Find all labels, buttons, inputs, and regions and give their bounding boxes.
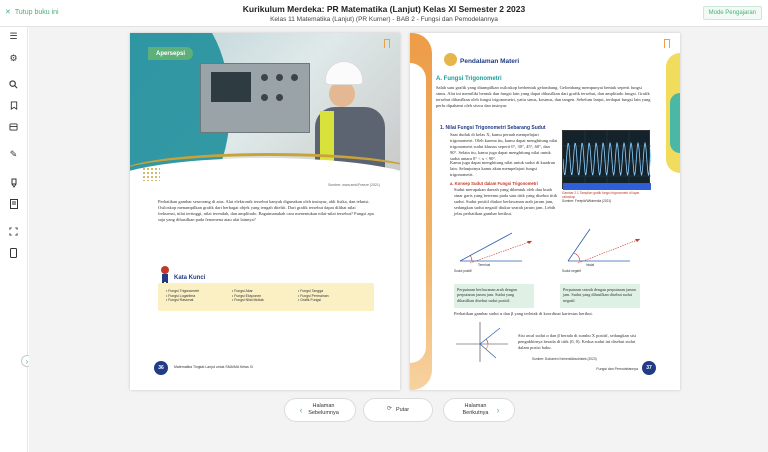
photo-source: Sumber: www.smk/Freeze (2021) xyxy=(328,183,380,187)
text-1: Saat duduk di kelas X, kamu pernah mempelajari trigonometri. Oleh karena itu, kamu dapat menghitung nilai trigonometri sudut khusus seperti 0°, 30°, 45°, 60°, dan 90°. Selain itu, kamu juga dapat menghitung nilai untuk sudut antara 0° < x < 90°. xyxy=(450,132,558,162)
play-button[interactable] xyxy=(363,398,433,422)
mascot-icon xyxy=(159,265,171,285)
apersepsi-badge: Apersepsi xyxy=(148,47,193,60)
close-book-label: Tutup buku ini xyxy=(14,8,59,16)
heading-a: A. Fungsi Trigonometri xyxy=(436,76,502,82)
next-page-button[interactable] xyxy=(443,398,515,422)
left-page xyxy=(130,33,400,390)
oscilloscope-caption: Gambar 2.1 Tampilan grafik fungsi trigonometri di layar osiloskop Sumber: Freepik/Wikimedia (2021) xyxy=(562,191,640,204)
apersepsi-paragraph: Perhatikan gambar seseorang di atas. Alat elektronik tersebut banyak digunakan oleh insinyur, ahli fisika, dan teknisi. Osiloskop menampilkan grafik dari berbagai objek yang tengah diteliti. Dari grafik tersebut dapat dilihat nilai frekuensi, nilai tertinggi, nilai terendah, dan amplitudo. Bagaimanakah cara menentukan nilai-nilai tersebut? Fungsi apa saja yang dihasilkan pada fenomena atau alat lainnya? xyxy=(158,199,374,223)
apersepsi-photo xyxy=(130,33,400,181)
bookmark-left-icon[interactable] xyxy=(384,39,390,48)
cartesian-angle-diagram xyxy=(452,320,512,364)
play-label: Putar xyxy=(395,406,410,413)
title-block xyxy=(0,4,768,23)
text-2: Kamu juga dapat menghitung nilai untuk sudut di kuadran lain. Selanjutnya kamu akan mempelajari fungsi trigonometri. xyxy=(450,160,555,178)
heading-1: 1. Nilai Fungsi Trigonometri Sebarang Sudut xyxy=(440,125,546,131)
book-subtitle: Kelas 11 Matematika (Lanjut) (PR Kurner) - BAB 2 - Fungsi dan Pemodelannya xyxy=(270,16,498,23)
search-icon[interactable] xyxy=(8,79,19,90)
text-3: Sudut merupakan daerah yang dibentuk oleh dua buah sinar garis yang bertemu pada satu titik yang disebut titik sudut. Sudut positif diukur berlawanan arah jarum jam, sedangkan sudut negatif diukur searah jarum jam. Lebih jelas perhatikan gambar berikut. xyxy=(454,187,558,217)
play-icon: ⟳ xyxy=(386,406,392,413)
label-positive: Sudut positif xyxy=(454,269,472,273)
section-title: Pendalaman Materi xyxy=(460,58,520,65)
right-footer: Fungsi dan Pemodelannya xyxy=(596,367,638,371)
label-negative: Sudut negatif xyxy=(562,269,581,273)
heading-a-sub: a. Konsep Sudut dalam Fungsi Trigonometri xyxy=(450,181,538,186)
oscilloscope-image xyxy=(200,63,310,133)
positive-angle-diagram xyxy=(452,221,542,271)
prev-page-label: Halaman Sebelumnya xyxy=(308,403,339,416)
left-footer: Matematika Tingkat Lanjut untuk SMA/MA Kelas XI xyxy=(174,365,253,369)
bookmark-right-icon[interactable] xyxy=(664,39,670,48)
figure-source: Sumber: Dokumen Kemendikbudristek (2023) xyxy=(532,357,597,361)
text-5: Sisi awal sudut α dan β berada di sumbu X positif, sedangkan sisi pengakhirnya berada di titik (0, 0). Kedua sudut ini disebut sudut dalam posisi baku. xyxy=(518,333,637,351)
teacher-mode-button[interactable]: Mode Pengajaran xyxy=(703,6,762,20)
list-icon[interactable]: ☰ xyxy=(9,31,18,41)
intro-paragraph: Salah satu grafik yang ditampilkan osiloskop berbentuk gelombang. Gelombang mempunyai bentuk seperti fungsi sinus. Alat ini memiliki bentuk dan fungsi lain yang dapat dihasilkan dari grafik tersebut, dan amplitudo fungsi. Grafik tersebut dihasilkan oleh fungsi trigonometri, yaitu sinus, kosinus, dan tangen. Sebelum lanjut, terdapat fungsi lain yang perlu dipahami oleh siswa dan insinyur. xyxy=(436,85,651,109)
prev-page-button[interactable] xyxy=(284,398,356,422)
right-page xyxy=(410,33,680,390)
settings-icon[interactable]: ⚙ xyxy=(9,53,18,63)
highlighter-icon[interactable] xyxy=(8,177,19,188)
device-icon[interactable] xyxy=(8,247,19,258)
chevron-right-icon: › xyxy=(496,404,500,415)
book-title: Kurikulum Merdeka: PR Matematika (Lanjut) Kelas XI Semester 2 2023 xyxy=(242,4,526,14)
label-terminal-1: Terminal xyxy=(478,263,491,267)
next-page-label: Halaman Berikutnya xyxy=(462,403,489,416)
green-box-negative: Perputaran searah dengan perputaran jarum jam. Sudut yang dihasilkan disebut sudut negatif. xyxy=(560,284,640,308)
text-4: Perhatikan gambar sudut α dan β yang terletak di koordinat kartesius berikut. xyxy=(454,311,593,316)
kata-kunci-title: Kata Kunci xyxy=(174,275,206,281)
left-toolbar xyxy=(0,27,28,452)
expand-sidebar-button[interactable]: › xyxy=(21,355,33,367)
pencil-icon[interactable]: ✎ xyxy=(9,149,18,159)
close-icon: ✕ xyxy=(5,9,11,16)
pendalaman-icon xyxy=(444,53,457,66)
page-number-left: 36 xyxy=(154,361,168,375)
kata-kunci-col-3: • Fungsi Tangga • Fungsi Permainan • Grafik Fungsi xyxy=(298,289,329,303)
label-inisial: Inisial xyxy=(586,263,595,267)
negative-angle-diagram xyxy=(560,221,650,271)
bookmark-icon[interactable] xyxy=(8,100,19,111)
kata-kunci-col-1: • Fungsi Trigonometri • Fungsi Logaritma • Fungsi Rasional xyxy=(166,289,200,303)
archive-icon[interactable] xyxy=(8,121,19,132)
fullscreen-icon[interactable] xyxy=(8,226,19,237)
decor-dots xyxy=(142,167,160,181)
oscilloscope-figure xyxy=(562,130,650,189)
page-number-right: 37 xyxy=(642,361,656,375)
book-stage xyxy=(29,27,768,452)
chevron-left-icon: ‹ xyxy=(299,404,303,415)
green-box-positive: Perputaran berlawanan arah dengan perputaran jarum jam. Sudut yang dihasilkan disebut sudut positif. xyxy=(454,284,534,308)
notes-icon[interactable] xyxy=(8,198,19,209)
kata-kunci-col-2: • Fungsi Akar • Fungsi Eksponen • Fungsi Nilai Mutlak xyxy=(232,289,264,303)
top-bar xyxy=(0,0,768,27)
